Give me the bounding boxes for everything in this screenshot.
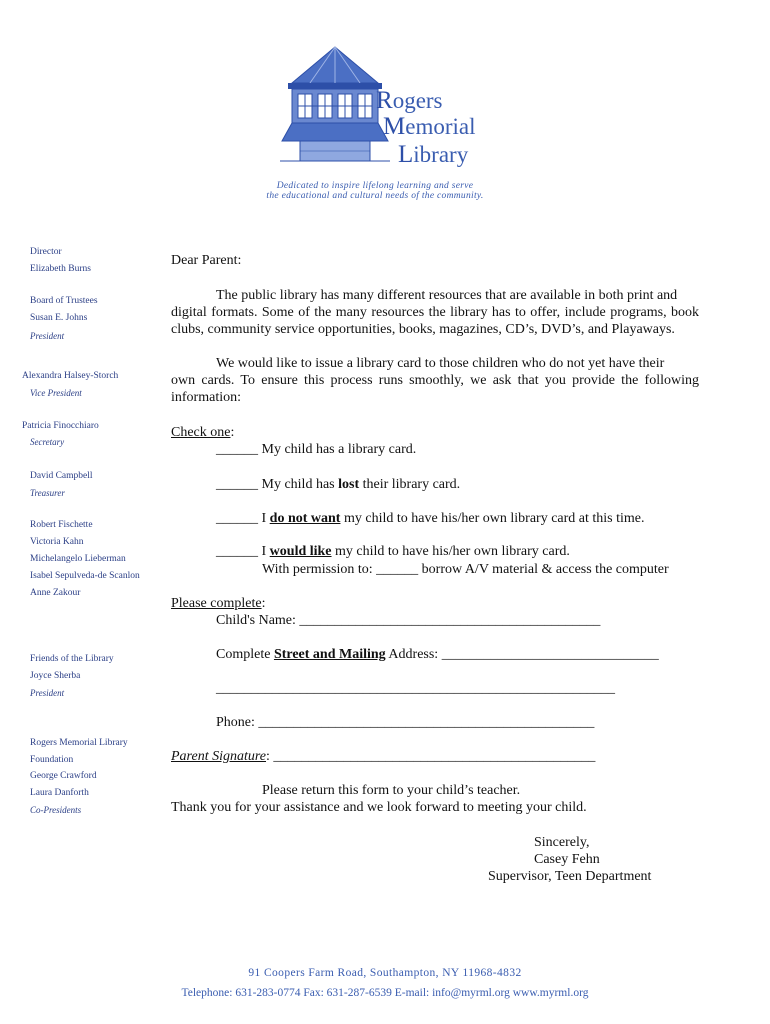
child-name-field[interactable]: Child's Name: ___________________________________________ bbox=[216, 613, 601, 628]
logo-word-2: Memorial bbox=[383, 113, 476, 140]
signature-line: : ______________________________________________ bbox=[266, 749, 596, 764]
logo-word-1: Rogers bbox=[376, 87, 443, 114]
signature-label: Parent Signature bbox=[171, 749, 267, 764]
option-would-like[interactable] bbox=[216, 543, 570, 560]
board-member-role: President bbox=[30, 331, 65, 341]
option-text-bold: would like bbox=[269, 544, 332, 559]
friends-heading: Friends of the Library bbox=[30, 654, 114, 664]
trustee-name: Anne Zakour bbox=[30, 588, 81, 598]
address-post: Address: _______________________________ bbox=[385, 647, 659, 662]
cupola-logo-icon bbox=[280, 45, 390, 170]
permission-line[interactable]: With permission to: ______ borrow A/V material & access the computer bbox=[262, 562, 669, 577]
option-text-post: my child to have his/her own library card. bbox=[331, 544, 570, 559]
foundation-heading-2: Foundation bbox=[30, 755, 74, 765]
option-has-card[interactable] bbox=[216, 441, 416, 458]
board-member-name: Susan E. Johns bbox=[30, 313, 88, 323]
director-heading: Director bbox=[30, 247, 62, 257]
address-bold: Street and Mailing bbox=[273, 647, 386, 662]
board-heading: Board of Trustees bbox=[30, 296, 98, 306]
foundation-heading: Rogers Memorial Library bbox=[30, 738, 128, 748]
thanks-line: Thank you for your assistance and we look forward to meeting your child. bbox=[171, 800, 587, 815]
option-lost-card[interactable] bbox=[216, 476, 460, 493]
trustee-name: Victoria Kahn bbox=[30, 537, 84, 547]
tagline-line-2: the educational and cultural needs of the community. bbox=[266, 191, 484, 201]
signer-title: Supervisor, Teen Department bbox=[488, 869, 652, 884]
option-blank: ______ bbox=[216, 442, 258, 457]
option-blank: ______ bbox=[216, 511, 258, 526]
foundation-name: George Crawford bbox=[30, 771, 97, 781]
paragraph-2-body: own cards. To ensure this process runs smoothly, we ask that you provide the following information: bbox=[171, 373, 699, 405]
board-member-role: Secretary bbox=[30, 437, 65, 447]
salutation: Dear Parent: bbox=[171, 253, 242, 268]
board-member-name: Patricia Finocchiaro bbox=[22, 421, 99, 431]
footer-contact: Telephone: 631-283-0774 Fax: 631-287-6539 E-mail: info@myrml.org www.myrml.org bbox=[181, 987, 589, 999]
friends-role: President bbox=[30, 688, 65, 698]
friends-name: Joyce Sherba bbox=[30, 671, 81, 681]
option-do-not-want[interactable] bbox=[216, 510, 645, 527]
option-text-pre: I bbox=[261, 511, 270, 526]
trustee-name: Michelangelo Lieberman bbox=[30, 554, 126, 564]
signer-name: Casey Fehn bbox=[534, 852, 600, 867]
option-blank: ______ bbox=[216, 477, 258, 492]
tagline-line-1: Dedicated to inspire lifelong learning and serve bbox=[276, 181, 474, 191]
option-text: My child has a library card. bbox=[261, 442, 417, 457]
check-one-colon: : bbox=[230, 425, 235, 440]
option-text-bold: lost bbox=[338, 477, 360, 492]
phone-field[interactable]: Phone: ________________________________________________ bbox=[216, 715, 595, 730]
please-complete-colon: : bbox=[261, 596, 266, 611]
option-text-pre: My child has bbox=[261, 477, 339, 492]
option-text-post: my child to have his/her own library card at this time. bbox=[340, 511, 645, 526]
address-pre: Complete bbox=[216, 647, 274, 662]
trustee-name: Robert Fischette bbox=[30, 520, 93, 530]
parent-signature-field[interactable] bbox=[171, 748, 595, 765]
closing: Sincerely, bbox=[534, 835, 590, 850]
address-field-line-2[interactable]: _________________________________________________________ bbox=[216, 681, 615, 696]
trustee-name: Isabel Sepulveda-de Scanlon bbox=[30, 571, 140, 581]
check-one-heading bbox=[171, 424, 234, 441]
option-text-post: their library card. bbox=[359, 477, 461, 492]
check-one-label: Check one bbox=[171, 425, 231, 440]
footer-address: 91 Coopers Farm Road, Southampton, NY 11968-4832 bbox=[248, 967, 522, 979]
paragraph-1-body: digital formats. Some of the many resources the library has to offer, include programs, book clubs, community service opportunities, books, magazines, CD’s, DVD’s, and Playaways. bbox=[171, 305, 699, 337]
please-complete-label: Please complete bbox=[171, 596, 262, 611]
option-blank: ______ bbox=[216, 544, 258, 559]
paragraph-1-first-line: The public library has many different resources that are available in both print and bbox=[216, 288, 678, 303]
address-field[interactable] bbox=[216, 646, 659, 663]
return-instruction: Please return this form to your child’s teacher. bbox=[262, 783, 521, 798]
director-name: Elizabeth Burns bbox=[30, 264, 91, 274]
logo-word-3: Library bbox=[398, 141, 469, 168]
board-member-name: David Campbell bbox=[30, 471, 93, 481]
board-member-name: Alexandra Halsey-Storch bbox=[22, 371, 119, 381]
option-text-pre: I bbox=[261, 544, 270, 559]
foundation-role: Co-Presidents bbox=[30, 805, 82, 815]
paragraph-2-first-line: We would like to issue a library card to those children who do not yet have their bbox=[216, 356, 665, 371]
board-member-role: Treasurer bbox=[30, 488, 65, 498]
please-complete-heading bbox=[171, 595, 265, 612]
board-member-role: Vice President bbox=[30, 388, 82, 398]
foundation-name: Laura Danforth bbox=[30, 788, 89, 798]
option-text-bold: do not want bbox=[269, 511, 341, 526]
